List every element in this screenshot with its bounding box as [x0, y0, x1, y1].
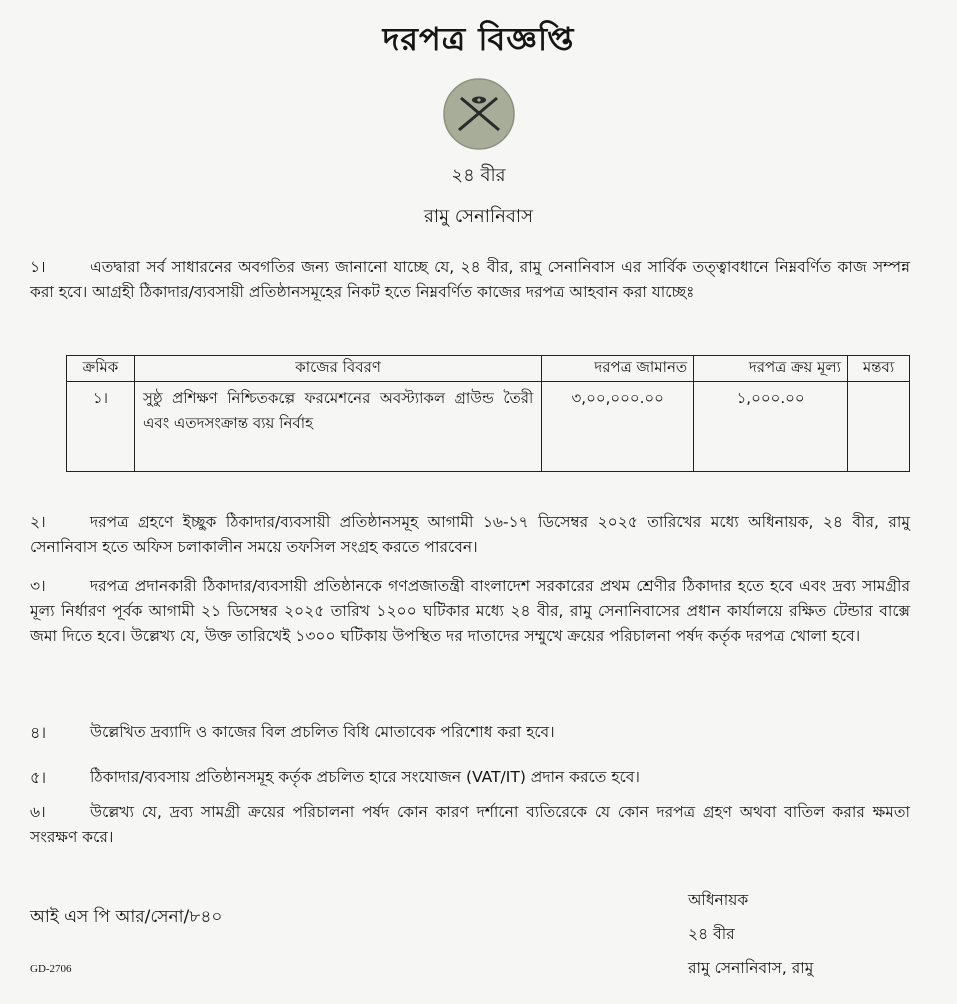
cell-remarks — [848, 382, 910, 472]
cell-work-description: সুষ্ঠু প্রশিক্ষণ নিশ্চিতকল্পে ফরমেশনের অবস্ট্যাকল গ্রাউন্ড তৈরী এবং এতদসংক্রান্ত ব্যয় নির্বাহ — [134, 382, 541, 472]
notice-title: দরপত্র বিজ্ঞপ্তি — [382, 20, 575, 58]
paragraph-6 — [30, 800, 910, 850]
table-header-row — [67, 356, 910, 382]
paragraph-text: দরপত্র গ্রহণে ইচ্ছুক ঠিকাদার/ব্যবসায়ী প্রতিষ্ঠানসমূহ আগামী ১৬-১৭ ডিসেম্বর ২০২৫ তারিখের মধ্যে অধিনায়ক, ২৪ বীর, রামু সেনানিবাস হতে অফিস চলাকালীন সময়ে তফসিল সংগ্রহ করতে পারবেন। — [30, 513, 910, 556]
gd-number: GD-2706 — [30, 963, 72, 975]
army-emblem-icon — [443, 78, 515, 150]
header-remarks: মন্তব্য — [848, 356, 910, 382]
signature-designation: অধিনায়ক — [688, 891, 749, 909]
paragraph-number: ১। — [30, 258, 46, 276]
table-row — [67, 382, 910, 472]
header-serial: ক্রমিক — [67, 356, 135, 382]
paragraph-4-text: উল্লেখিত দ্রব্যাদি ও কাজের বিল প্রচলিত বিধি মোতাবেক পরিশোধ করা হবে। — [90, 723, 555, 741]
unit-name: ২৪ বীর — [451, 165, 506, 186]
cell-serial: ১। — [67, 382, 135, 472]
signature-station: রামু সেনানিবাস, রামু — [688, 959, 814, 977]
header-work-description: কাজের বিবরণ — [134, 356, 541, 382]
reference-number: আই এস পি আর/সেনা/৮৪০ — [30, 907, 223, 927]
header-tender-price: দরপত্র ক্রয় মূল্য — [694, 356, 848, 382]
cell-tender-price: ১,০০০.০০ — [694, 382, 848, 472]
cell-tender-security: ৩,০০,০০০.০০ — [542, 382, 694, 472]
paragraph-2 — [30, 510, 910, 560]
paragraph-number: ৬। — [30, 803, 46, 821]
paragraph-number: ২। — [30, 513, 46, 531]
paragraph-text: এতদ্বারা সর্ব সাধারনের অবগতির জন্য জানানো যাচ্ছে যে, ২৪ বীর, রামু সেনানিবাস এর সার্বিক তত্ত্বাবধানে নিম্নবর্ণিত কাজ সম্পন্ন করা হবে। আগ্রহী ঠিকাদার/ব্যবসায়ী প্রতিষ্ঠানসমূহের নিকট হতে নিম্নবর্ণিত কাজের দরপত্র আহবান করা যাচ্ছেঃ — [30, 258, 910, 301]
paragraph-5-number: ৫। — [30, 768, 47, 787]
paragraph-1 — [30, 255, 910, 305]
paragraph-text: উল্লেখ্য যে, দ্রব্য সামগ্রী ক্রয়ের পরিচালনা পর্ষদ কোন কারণ দর্শানো ব্যতিরেকে যে কোন দরপত্র গ্রহণ অথবা বাতিল করার ক্ষমতা সংরক্ষণ করে। — [30, 803, 910, 846]
tender-table — [66, 355, 910, 472]
location-name: রামু সেনানিবাস — [423, 206, 534, 227]
paragraph-text: দরপত্র প্রদানকারী ঠিকাদার/ব্যবসায়ী প্রতিষ্ঠানকে গণপ্রজাতন্ত্রী বাংলাদেশ সরকারের প্রথম শ্রেণীর ঠিকাদার হতে হবে এবং দ্রব্য সামগ্রীর মূল্য নির্ধারণ পূর্বক আগামী ২১ ডিসেম্বর ২০২৫ তারিখ ১২০০ ঘটিকার মধ্যে ২৪ বীর, রামু সেনানিবাসের প্রধান কার্যালয়ে রক্ষিত টেন্ডার বাক্সে জমা দিতে হবে। উল্লেখ্য যে, উক্ত তারিখেই ১৩০০ ঘটিকায় উপস্থিত দর দাতাদের সম্মুখে ক্রয়ের পরিচালনা পর্ষদ কর্তৃক দরপত্র খোলা হবে। — [30, 577, 910, 645]
paragraph-4-number: ৪। — [30, 723, 47, 742]
paragraph-3 — [30, 574, 910, 649]
paragraph-number: ৩। — [30, 577, 46, 595]
signature-unit: ২৪ বীর — [688, 925, 735, 943]
paragraph-5-text: ঠিকাদার/ব্যবসায় প্রতিষ্ঠানসমূহ কর্তৃক প্রচলিত হারে সংযোজন (VAT/IT) প্রদান করতে হবে। — [90, 768, 640, 786]
header-tender-security: দরপত্র জামানত — [542, 356, 694, 382]
